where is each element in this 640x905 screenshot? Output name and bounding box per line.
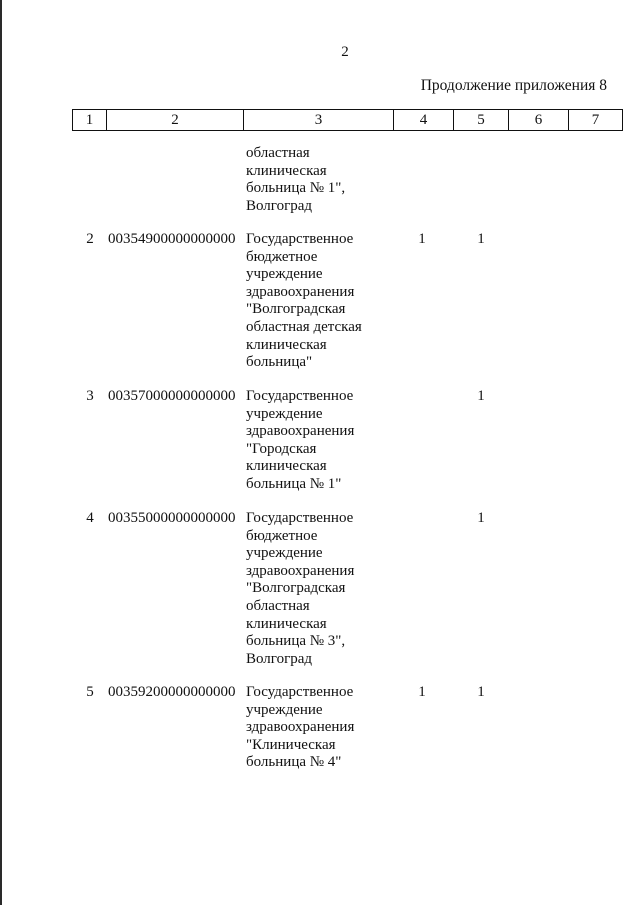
page-number: 2 (341, 44, 349, 60)
row-number: 3 (86, 388, 94, 404)
institution-name: областная клиническая больница № 1", Волгоград (246, 145, 346, 214)
appendix-continuation-note: Продолжение приложения 8 (420, 77, 607, 94)
row-number: 5 (86, 684, 94, 700)
header-row (73, 110, 623, 131)
header-col-1: 1 (73, 110, 107, 131)
institution-code: 00357000000000000 (108, 388, 236, 404)
header-col-4: 4 (394, 110, 454, 131)
col-5-value: 1 (477, 231, 485, 247)
institution-code: 00359200000000000 (108, 684, 236, 700)
institution-code: 00354900000000000 (108, 231, 236, 247)
header-col-2: 2 (107, 110, 244, 131)
table-header (72, 109, 623, 131)
scan-left-edge (0, 0, 2, 905)
institution-name: Государственное учреждение здравоохранения "Городская клиническая больница № 1" (246, 388, 355, 492)
header-col-7: 7 (569, 110, 623, 131)
institution-name: Государственное бюджетное учреждение здравоохранения "Волгоградская областная детская клиническая больница" (246, 231, 362, 371)
header-col-6: 6 (509, 110, 569, 131)
col-4-value: 1 (418, 684, 426, 700)
institution-name: Государственное бюджетное учреждение здравоохранения "Волгоградская областная клиническая больница № 3", Волгоград (246, 510, 355, 667)
col-5-value: 1 (477, 388, 485, 404)
row-number: 2 (86, 231, 94, 247)
header-col-3: 3 (244, 110, 394, 131)
col-5-value: 1 (477, 510, 485, 526)
col-5-value: 1 (477, 684, 485, 700)
row-number: 4 (86, 510, 94, 526)
header-col-5: 5 (454, 110, 509, 131)
col-4-value: 1 (418, 231, 426, 247)
institution-code: 00355000000000000 (108, 510, 236, 526)
institution-name: Государственное учреждение здравоохранения "Клиническая больница № 4" (246, 684, 355, 771)
